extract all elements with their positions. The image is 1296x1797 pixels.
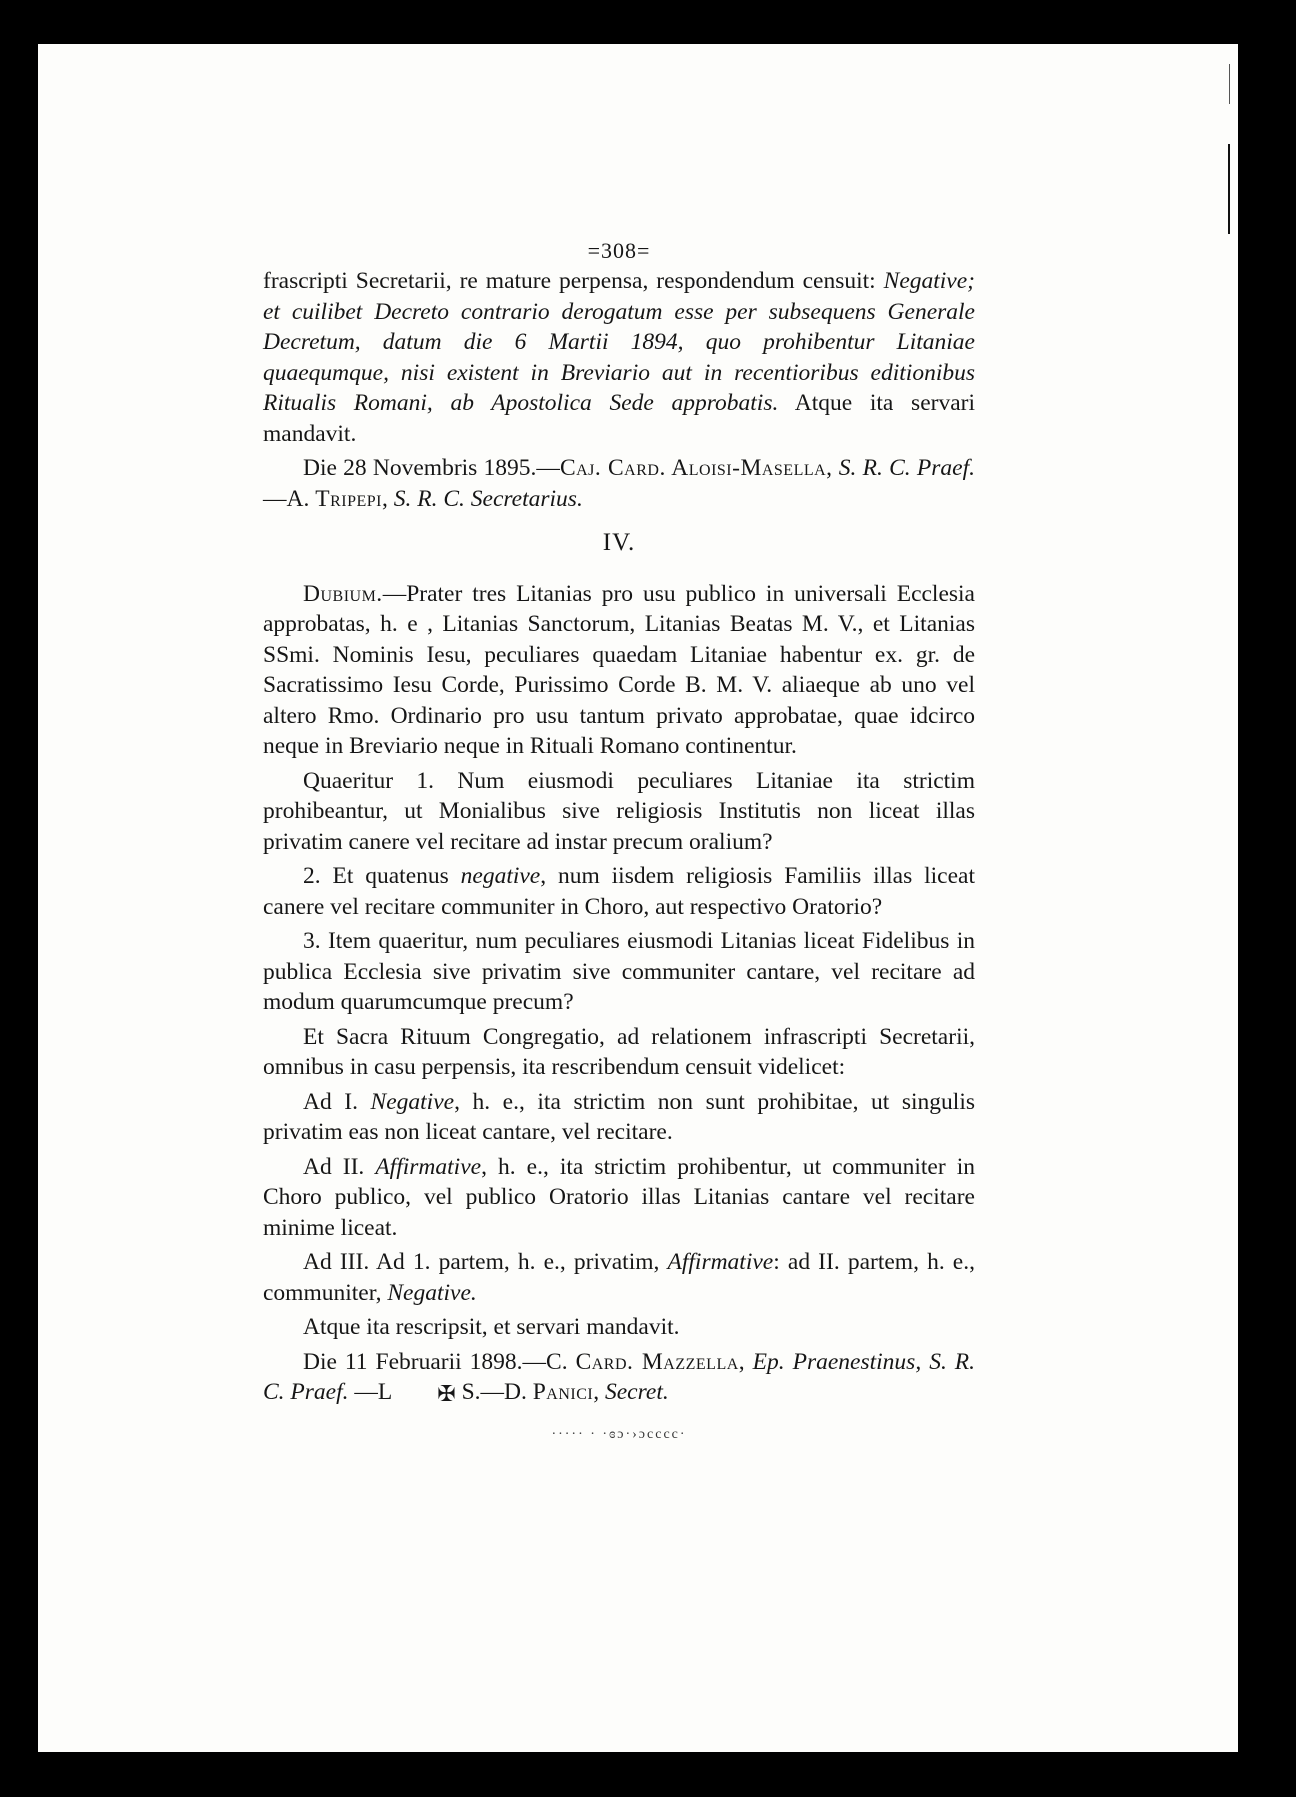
signatory-name: Panici bbox=[532, 1379, 594, 1405]
maltese-cross-icon: ✠ bbox=[437, 1381, 456, 1406]
italic-run: Secret. bbox=[605, 1379, 669, 1405]
paragraph-date-signature: Die 28 Novembris 1895.—Caj. Card. Aloisi-Masella, S. R. C. Praef.—A. Tripepi, S. R. C. Secretarius. bbox=[263, 455, 975, 512]
text-run: frascripti Secretarii, re mature perpensa, respondendum censuit: bbox=[263, 268, 884, 294]
section-heading: IV. bbox=[602, 529, 636, 556]
text-run: Ad II. bbox=[303, 1153, 376, 1180]
text-run: —Prater tres Litanias pro usu publico in universali Ecclesia approbatas, h. e , Litanias Sanctorum, Litanias Beatas M. V., et Litanias SSmi. Nominis Iesu, peculiares quaedam Litaniae habentur ex. gr. de Sacratissimo Iesu Corde, Purissimo Corde B. M. V. aliaeque ab uno vel altero Rmo. Ordinario pro usu tantum privato approbatae, quae idcirco neque in Breviario neque in Rituali Romano continentur. bbox=[263, 580, 975, 759]
document-body bbox=[263, 236, 975, 1450]
paragraph-decision bbox=[263, 266, 975, 449]
italic-run: Ep. Praenestinus, S. R. C. Praef. bbox=[263, 1348, 976, 1405]
page-number: =308= bbox=[587, 238, 651, 263]
dubium-label: Dubium. bbox=[303, 580, 383, 607]
paragraph-final-signature: Die 11 Februarii 1898.—C. Card. Mazzella, Ep. Praenestinus, S. R. C. Praef. —L ✠ S.—D. Panici, Secret. bbox=[263, 1348, 976, 1406]
paragraph-question-1: Quaeritur 1. Num eiusmodi peculiares Litaniae ita strictim prohibeantur, ut Monialibus sive religiosis Institutis non liceat illas privatim canere vel recitare ad instar precum oralium? bbox=[263, 767, 975, 855]
italic-run: S. R. C. Praef. bbox=[838, 455, 975, 481]
text-run: Die 28 Novembris 1895.— bbox=[303, 455, 560, 481]
text-run: S.—D. bbox=[455, 1379, 533, 1405]
closing-ornament: ····· · ·ɞɔ·›ɔcccc· bbox=[551, 1426, 687, 1442]
italic-run: Affirmative bbox=[375, 1153, 482, 1180]
paragraph-dubium bbox=[263, 579, 975, 762]
paragraph-answer-3 bbox=[263, 1247, 975, 1308]
paragraph-answer-1 bbox=[263, 1087, 975, 1148]
italic-run: Negative; et cuilibet Decreto contrario derogatum esse per subsequens Generale Decretum, datum die 6 Martii 1894, quo prohibentur Litaniae quaequmque, nisi existent in Breviario aut in recentioribus editionibus Ritualis Romani, ab Apostolica Sede approbatis. bbox=[263, 268, 975, 416]
text-run: —L bbox=[348, 1379, 398, 1405]
text-run: : ad II. partem, h. e., communiter, bbox=[263, 1249, 975, 1306]
scan-edge-mark bbox=[1228, 144, 1230, 234]
paragraph-congregatio: Et Sacra Rituum Congregatio, ad relationem infrascripti Secretarii, omnibus in casu perpensis, ita rescribendum censuit videlicet: bbox=[263, 1023, 975, 1080]
paragraph-answer-2 bbox=[263, 1152, 975, 1244]
signatory-name: Tripepi bbox=[315, 485, 382, 512]
text-run: , h. e., ita strictim prohibentur, ut communiter in Choro publico, vel publico Oratorio illas Litanias cantare vel recitare minime liceat. bbox=[263, 1153, 976, 1241]
italic-run: negative bbox=[460, 863, 541, 889]
paragraph-question-3: 3. Item quaeritur, num peculiares eiusmodi Litanias liceat Fidelibus in publica Ecclesia sive privatim sive communiter cantare, vel recitare ad modum quarumcumque precum? bbox=[263, 928, 975, 1015]
text-run: —A. bbox=[263, 485, 316, 512]
signatory-name: Caj. Card. Aloisi-Masella, bbox=[559, 455, 833, 481]
text-run: Atque ita servari mandavit. bbox=[263, 390, 975, 447]
paragraph-question-2 bbox=[263, 861, 975, 922]
italic-run: Negative. bbox=[387, 1279, 477, 1306]
text-run: Die 11 Februarii 1898.—C. bbox=[303, 1348, 576, 1375]
signatory-name: Card. Mazzella bbox=[575, 1348, 739, 1375]
text-run: Ad III. Ad 1. partem, h. e., privatim, bbox=[303, 1249, 668, 1275]
text-run: , h. e., ita strictim non sunt prohibitae, ut singulis privatim eas non liceat cantare, vel recitare. bbox=[263, 1088, 975, 1145]
italic-run: Affirmative bbox=[667, 1249, 774, 1275]
italic-run: Negative bbox=[370, 1088, 455, 1115]
scan-edge-mark bbox=[1229, 64, 1230, 104]
italic-run: S. R. C. Secretarius. bbox=[393, 485, 583, 512]
text-run: , num iisdem religiosis Familiis illas liceat canere vel recitare communiter in Choro, aut respectivo Oratorio? bbox=[263, 863, 975, 920]
scanned-page bbox=[38, 44, 1238, 1752]
text-run: 2. Et quatenus bbox=[303, 863, 461, 889]
text-run: Ad I. bbox=[303, 1088, 371, 1115]
paragraph-closing: Atque ita rescripsit, et servari mandavit. bbox=[303, 1314, 680, 1340]
